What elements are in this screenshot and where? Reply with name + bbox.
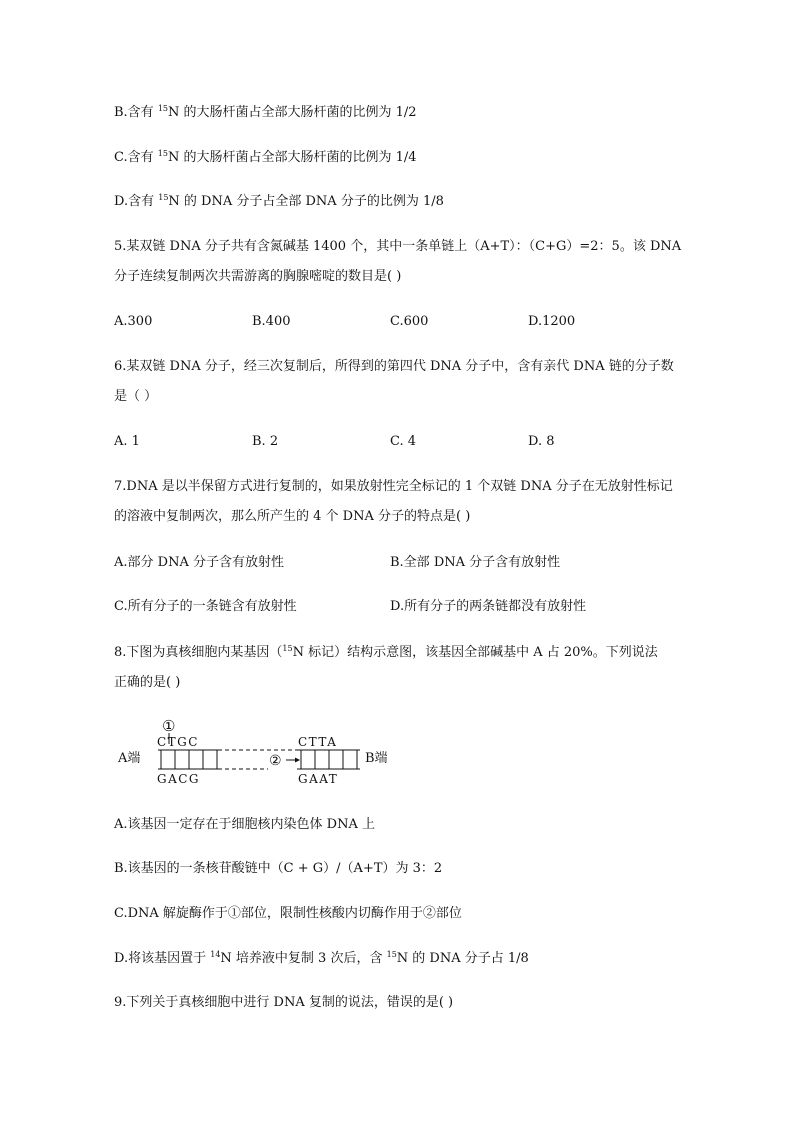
option-b-sup: 15 [157,104,169,113]
q8-option-d-sup1: 14 [210,950,221,959]
diagram-label-b-end: B端 [365,751,388,766]
q8-option-a: A.该基因一定存在于细胞核内染色体 DNA 上 [114,817,375,832]
q8-stem-pre: 8.下图为真核细胞内某基因（ [114,645,283,660]
q6-option-d: D. 8 [528,434,555,449]
diagram-right-top-strand: CTTA [298,735,338,749]
option-d-text-pre: D.含有 [114,194,159,209]
q7-stem-line1: 7.DNA 是以半保留方式进行复制的，如果放射性完全标记的 1 个双链 DNA 分子在无放射性标记 [114,479,673,494]
diagram-left-top-strand: CTGC [157,735,199,749]
q8-stem-post: N 标记）结构示意图，该基因全部碱基中 A 占 20%。下列说法 [292,645,658,660]
option-d-sup: 15 [158,193,169,202]
diagram-right-bottom-strand: GAAT [298,772,339,786]
q7-stem-line2: 的溶液中复制两次，那么所产生的 4 个 DNA 分子的特点是( ) [114,509,471,524]
q6-option-c: C. 4 [390,434,417,449]
option-b-text-post: N 的大肠杆菌占全部大肠杆菌的比例为 1/2 [168,105,417,120]
dna-structure-diagram [114,712,414,792]
q5-option-a: A.300 [114,314,153,329]
q7-option-d: D.所有分子的两条链都没有放射性 [390,599,587,614]
q6-option-a: A. 1 [114,434,140,449]
option-c-previous [114,149,417,167]
q6-option-b: B. 2 [252,434,279,449]
option-c-text-post: N 的大肠杆菌占全部大肠杆菌的比例为 1/4 [167,150,417,165]
q9-stem-line1: 9.下列关于真核细胞中进行 DNA 复制的说法，错误的是( ) [114,995,454,1010]
q7-option-b: B.全部 DNA 分子含有放射性 [390,555,561,570]
q7-option-c: C.所有分子的一条链含有放射性 [114,599,297,614]
q5-option-b: B.400 [252,314,291,329]
q8-option-b: B.该基因的一条核苷酸链中（C + G）/（A+T）为 3：2 [114,861,443,876]
q8-stem-sup: 15 [282,644,293,653]
option-b-text-pre: B.含有 [114,105,158,120]
q8-option-d-sup2: 15 [386,950,397,959]
option-c-sup: 15 [157,149,168,158]
diagram-marker-1: ① [162,717,176,735]
q8-option-d [114,950,529,968]
q7-option-a: A.部分 DNA 分子含有放射性 [114,555,284,570]
option-d-text-post: N 的 DNA 分子占全部 DNA 分子的比例为 1/8 [168,194,444,209]
option-d-previous [114,193,444,211]
q8-option-c: C.DNA 解旋酶作于①部位，限制性核酸内切酶作用于②部位 [114,906,462,921]
diagram-marker-2: ② [269,753,282,769]
option-c-text-pre: C.含有 [114,150,158,165]
q6-stem-line1: 6.某双链 DNA 分子，经三次复制后，所得到的第四代 DNA 分子中，含有亲代 DNA 链的分子数 [114,359,674,374]
marker-2-arrowhead [295,758,300,763]
q8-stem-line2: 正确的是( ) [114,675,181,690]
q8-option-d-post: N 的 DNA 分子占 1/8 [396,951,529,966]
q8-stem-line1 [114,644,658,662]
diagram-left-bottom-strand: GACG [157,772,201,786]
q5-stem-line1: 5.某双链 DNA 分子共有含氮碱基 1400 个，其中一条单链上（A+T）：（C+G）=2：5。该 DNA [114,239,682,254]
q6-stem-line2: 是（ ） [114,389,158,404]
q5-option-c: C.600 [390,314,429,329]
q8-option-d-mid: N 培养液中复制 3 次后，含 [220,951,387,966]
q8-option-d-pre: D.将该基因置于 [114,951,211,966]
option-b-previous [114,104,417,122]
diagram-label-a-end: A端 [118,751,141,766]
q5-option-d: D.1200 [528,314,576,329]
q5-stem-line2: 分子连续复制两次共需游离的胸腺嘧啶的数目是( ) [114,269,402,284]
